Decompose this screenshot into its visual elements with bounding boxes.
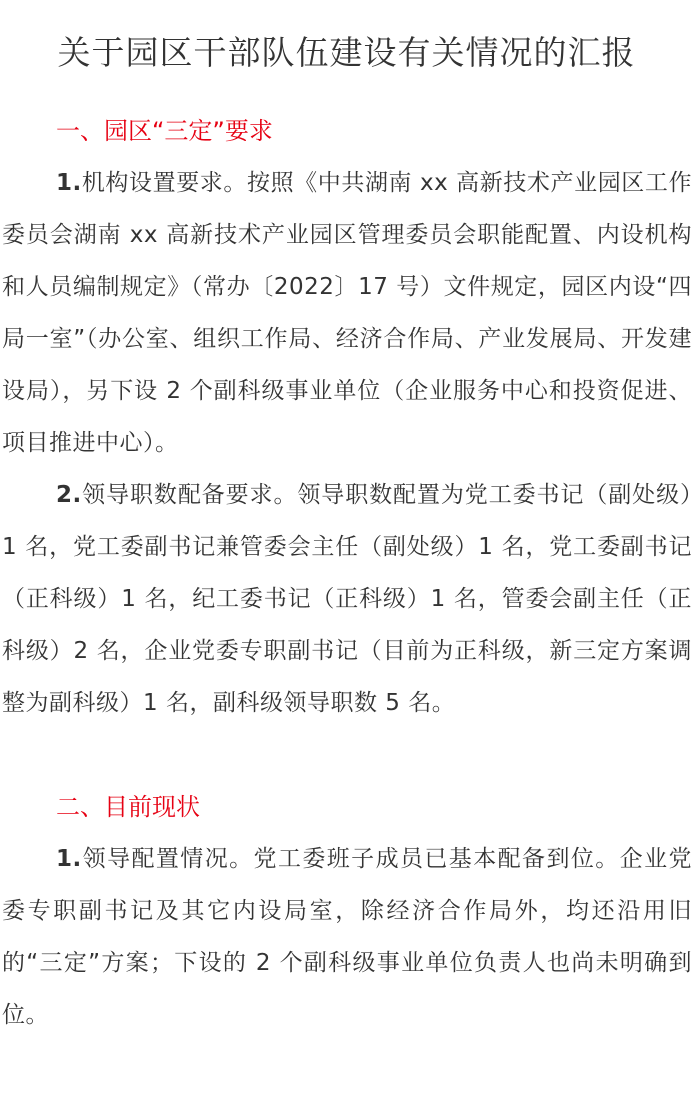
paragraph-leadership-quota (2, 469, 692, 729)
section-heading-current-status: 二、目前现状 (56, 793, 200, 821)
paragraph-text: 领导职数配备要求。领导职数配置为党工委书记（副处级）1 名，党工委副书记兼管委会主任（副处级）1 名，党工委副书记（正科级）1 名，纪工委书记（正科级）1 名，管委会副主任（正科级）2 名，企业党委专职副书记（目前为正科级，新三定方案调整为副科级）1 名，副科级领导职数 5 名。 (2, 482, 692, 716)
paragraph-number: 1. (56, 846, 82, 872)
document-title: 关于园区干部队伍建设有关情况的汇报 (57, 33, 636, 72)
paragraph-number: 2. (56, 482, 82, 508)
section-heading-requirements: 一、园区“三定”要求 (56, 117, 273, 145)
paragraph-leadership-status (2, 833, 692, 1041)
paragraph-text: 机构设置要求。按照《中共湖南 xx 高新技术产业园区工作委员会湖南 xx 高新技术产业园区管理委员会职能配置、内设机构和人员编制规定》（常办〔2022〕17 号）文件规定，园区内设“四局一室”（办公室、组织工作局、经济合作局、产业发展局、开发建设局），另下设 2 个副科级事业单位（企业服务中心和投资促进、项目推进中心）。 (2, 170, 692, 456)
paragraph-org-setup (2, 157, 692, 469)
paragraph-text: 领导配置情况。党工委班子成员已基本配备到位。企业党委专职副书记及其它内设局室，除经济合作局外，均还沿用旧的“三定”方案；下设的 2 个副科级事业单位负责人也尚未明确到位。 (2, 846, 692, 1028)
paragraph-number: 1. (56, 170, 82, 196)
